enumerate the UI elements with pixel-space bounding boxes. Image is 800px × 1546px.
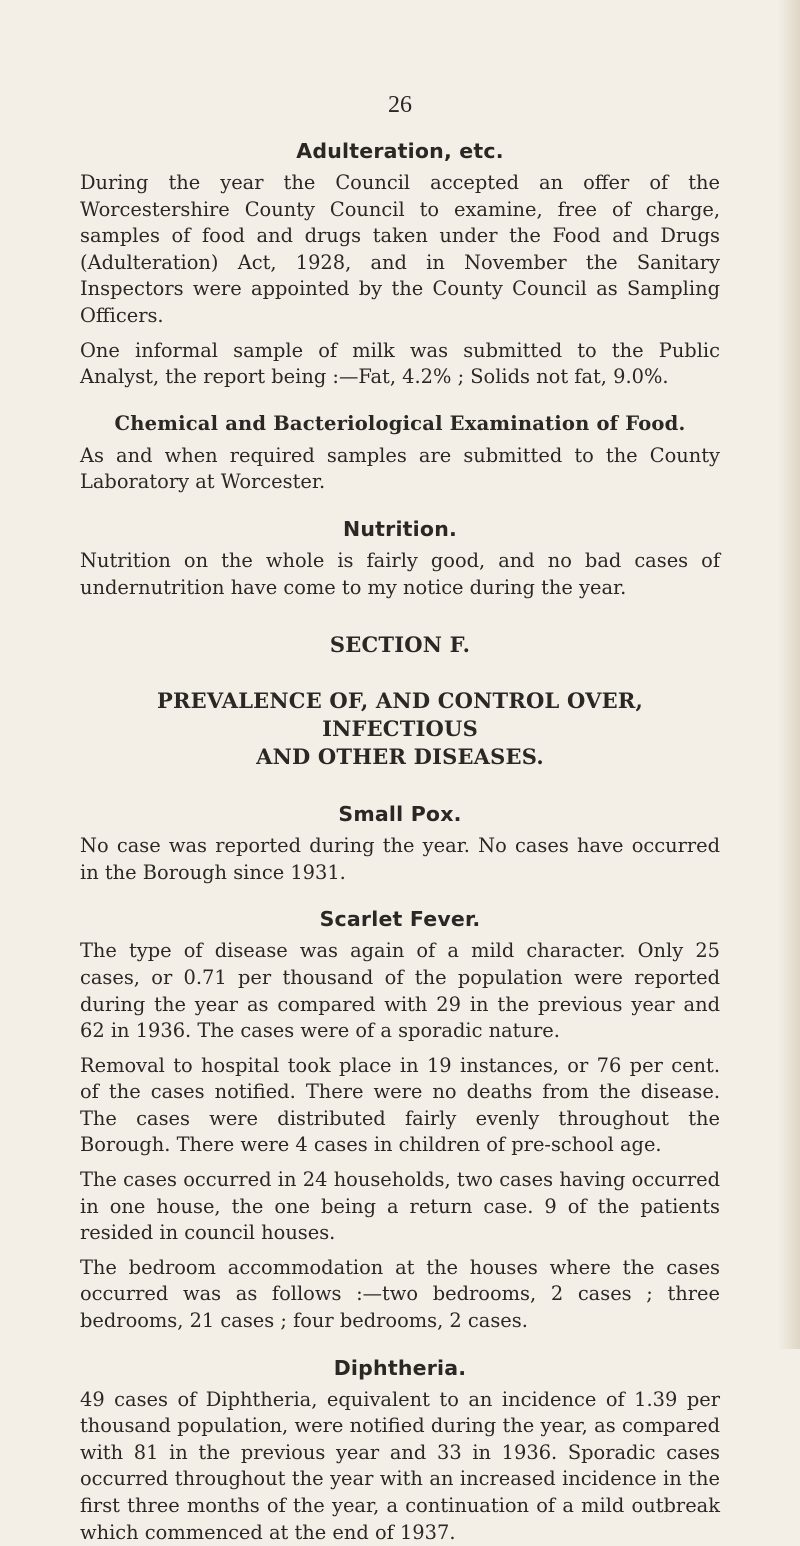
page-edge-shadow bbox=[778, 0, 800, 1349]
paragraph-scarlet-fever-2: Removal to hospital took place in 19 instances, or 76 per cent. of the cases notified. There were no deaths from the disease. The cases were distributed fairly evenly throughout the Borough. There were 4 cases in children of pre-school age. bbox=[80, 1053, 720, 1157]
heading-adulteration: Adulteration, etc. bbox=[296, 139, 504, 163]
paragraph-chemical-1: As and when required samples are submitted to the County Laboratory at Worcester. bbox=[80, 443, 720, 494]
paragraph-small-pox-1: No case was reported during the year. No cases have occurred in the Borough since 1931. bbox=[80, 834, 720, 884]
paragraph-scarlet-fever-1: The type of disease was again of a mild character. Only 25 cases, or 0.71 per thousand of the population were reported during the year as compared with 29 in the previous year and 62 in 1936. The cases were of a sporadic nature. bbox=[80, 939, 720, 1043]
paragraph-scarlet-fever-4: The bedroom accommodation at the houses where the cases occurred was as follows :—two bedrooms, 2 cases ; three bedrooms, 21 cases ; four bedrooms, 2 cases. bbox=[80, 1255, 720, 1333]
heading-small-pox: Small Pox. bbox=[338, 802, 462, 827]
subheading-prevalence-line1: PREVALENCE OF, AND CONTROL OVER, INFECTIOUS bbox=[157, 688, 643, 742]
heading-scarlet-fever: Scarlet Fever. bbox=[319, 907, 481, 932]
paragraph-diphtheria-1: 49 cases of Diphtheria, equivalent to an incidence of 1.39 per thousand population, were notified during the year, as compared with 81 in the previous year and 33 in 1936. Sporadic cases occurred throughout the year with an increased incidence in the first three months of the year, a continuation of a mild outbreak which commenced at the end of 1937. bbox=[80, 1387, 720, 1544]
heading-nutrition: Nutrition. bbox=[343, 516, 457, 541]
page-number: 26 bbox=[388, 92, 412, 118]
heading-chemical: Chemical and Bacteriological Examination of Food. bbox=[114, 411, 686, 435]
paragraph-adulteration-2: One informal sample of milk was submitted to the Public Analyst, the report being :—Fat, 4.2% ; Solids not fat, 9.0%. bbox=[80, 338, 720, 389]
paragraph-nutrition-1: Nutrition on the whole is fairly good, and no bad cases of undernutrition have come to my notice during the year. bbox=[80, 548, 720, 599]
page-content bbox=[80, 136, 720, 1546]
paragraph-adulteration-1: During the year the Council accepted an offer of the Worcestershire County Council to examine, free of charge, samples of food and drugs taken under the Food and Drugs (Adulteration) Act, 1928, and in November the Sanitary Inspectors were appointed by the County Council as Sampling Officers. bbox=[80, 171, 720, 327]
heading-diphtheria: Diphtheria. bbox=[333, 1355, 467, 1380]
subheading-prevalence-line2: AND OTHER DISEASES. bbox=[256, 744, 544, 770]
paragraph-scarlet-fever-3: The cases occurred in 24 households, two cases having occurred in one house, the one being a return case. 9 of the patients resided in council houses. bbox=[80, 1168, 720, 1245]
heading-section-f: SECTION F. bbox=[329, 632, 471, 658]
